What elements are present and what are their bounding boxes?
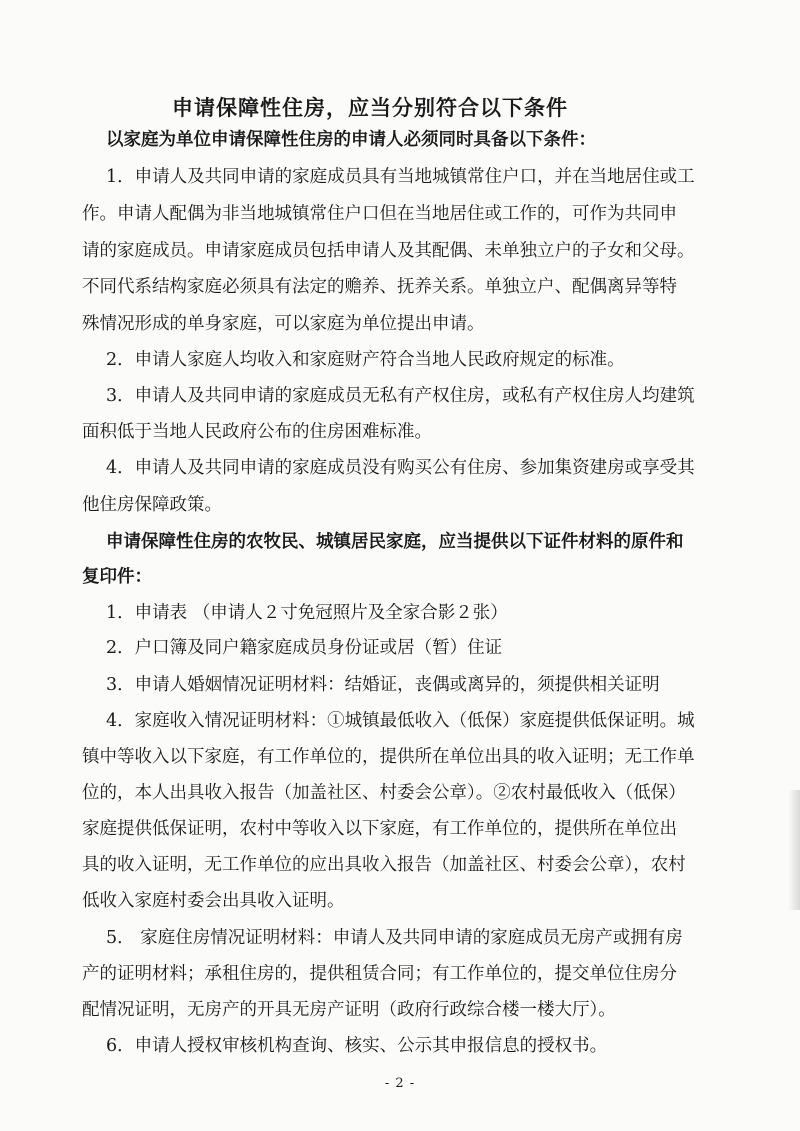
- document-title: 申请保障性住房，应当分别符合以下条件: [172, 95, 568, 120]
- paragraph-line: 殊情况形成的单身家庭，可以家庭为单位提出申请。: [82, 314, 485, 334]
- paragraph-line: 1．申请人及共同申请的家庭成员具有当地城镇常住户口，并在当地居住或工: [106, 167, 695, 187]
- paragraph-line: 位的，本人出具收入报告（加盖社区、村委会公章）。②农村最低收入（低保）: [82, 783, 686, 803]
- scan-edge-shadow: [788, 790, 800, 910]
- paragraph-line: 配情况证明，无房产的开具无房产证明（政府行政综合楼一楼大厅）。: [82, 1000, 616, 1020]
- paragraph-line: 4．申请人及共同申请的家庭成员没有购买公有住房、参加集资建房或享受其: [106, 458, 695, 478]
- page-number: - 2 -: [384, 1076, 416, 1091]
- paragraph-line: 作。申请人配偶为非当地城镇常住户口但在当地居住或工作的，可作为共同申: [82, 204, 677, 224]
- paragraph-line: 3．申请人及共同申请的家庭成员无私有产权住房，或私有产权住房人均建筑: [106, 386, 695, 406]
- paragraph-line: 镇中等收入以下家庭，有工作单位的，提供所在单位出具的收入证明；无工作单: [82, 747, 695, 767]
- paragraph-line: 2．申请人家庭人均收入和家庭财产符合当地人民政府规定的标准。: [106, 350, 625, 370]
- paragraph-line: 产的证明材料；承租住房的，提供租赁合同；有工作单位的，提交单位住房分: [82, 964, 677, 984]
- list-item: 5． 家庭住房情况证明材料：申请人及共同申请的家庭成员无房产或拥有房: [106, 928, 683, 948]
- list-item: 3．申请人婚姻情况证明材料：结婚证，丧偶或离异的，须提供相关证明: [106, 675, 660, 695]
- section-heading-conditions: 以家庭为单位申请保障性住房的申请人必须同时具备以下条件：: [106, 130, 596, 150]
- paragraph-line: 请的家庭成员。申请家庭成员包括申请人及其配偶、未单独立户的子女和父母。: [82, 241, 695, 261]
- list-item: 1．申请表 （申请人２寸免冠照片及全家合影２张）: [106, 603, 508, 623]
- list-item: 2．户口簿及同户籍家庭成员身份证或居（暂）住证: [106, 638, 503, 658]
- paragraph-line: 不同代系结构家庭必须具有法定的赡养、抚养关系。单独立户、配偶离异等特: [82, 277, 677, 297]
- paragraph-line: 他住房保障政策。: [82, 495, 222, 515]
- section-heading-documents-cont: 复印件：: [82, 567, 152, 587]
- paragraph-line: 低收入家庭村委会出具收入证明。: [82, 891, 345, 911]
- paragraph-line: 具的收入证明，无工作单位的应出具收入报告（加盖社区、村委会公章），农村: [82, 855, 686, 875]
- section-heading-documents: 申请保障性住房的农牧民、城镇居民家庭，应当提供以下证件材料的原件和: [106, 532, 684, 552]
- paragraph-line: 家庭提供低保证明，农村中等收入以下家庭，有工作单位的，提供所在单位出: [82, 819, 677, 839]
- list-item: 6．申请人授权审核机构查询、核实、公示其申报信息的授权书。: [106, 1036, 608, 1056]
- paragraph-line: 面积低于当地人民政府公布的住房困难标准。: [82, 422, 432, 442]
- list-item: 4．家庭收入情况证明材料：①城镇最低收入（低保）家庭提供低保证明。城: [106, 711, 695, 731]
